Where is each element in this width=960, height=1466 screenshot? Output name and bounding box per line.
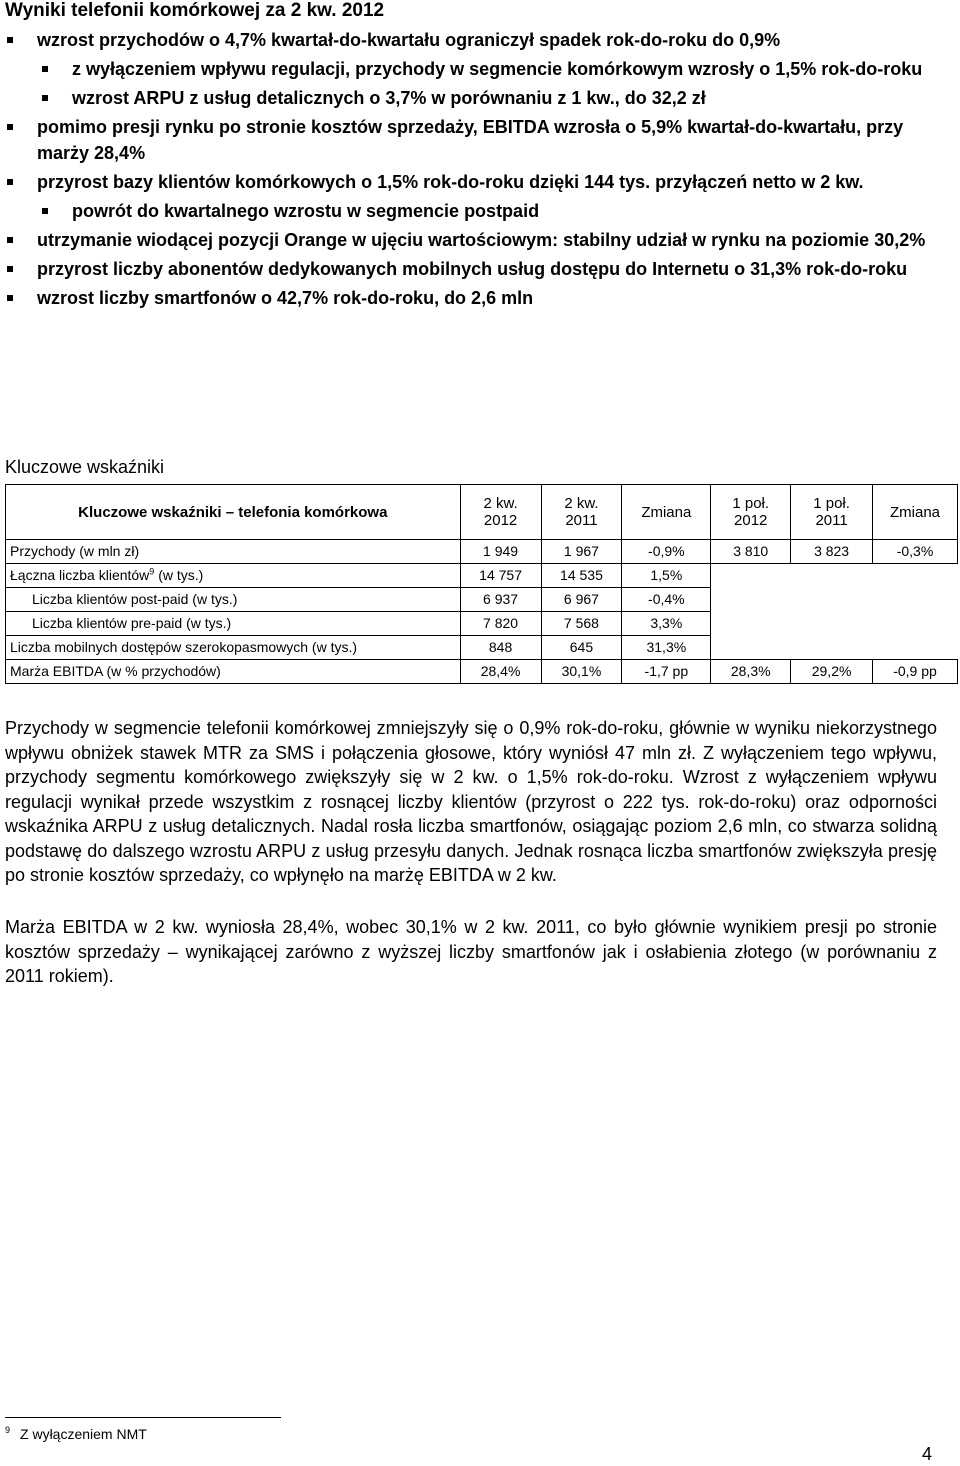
column-header-change-q: Zmiana — [622, 485, 711, 540]
row-label: Marża EBITDA (w % przychodów) — [6, 660, 461, 684]
row-label: Przychody (w mln zł) — [6, 540, 461, 564]
bullet-item — [0, 256, 937, 282]
cell-value: 1 949 — [460, 540, 541, 564]
cell-value: -0,3% — [873, 540, 958, 564]
table-row — [6, 612, 958, 636]
page-title: Wyniki telefonii komórkowej za 2 kw. 2012 — [5, 0, 385, 21]
square-bullet-icon — [7, 124, 13, 130]
footnote — [5, 1426, 147, 1443]
empty-cell — [711, 564, 958, 588]
table-header-row — [6, 485, 958, 540]
row-label: Liczba klientów post-paid (w tys.) — [6, 588, 461, 612]
square-bullet-icon — [7, 237, 13, 243]
bullet-text: z wyłączeniem wpływu regulacji, przychody w segmencie komórkowym wzrosły o 1,5% rok-do-roku — [72, 59, 923, 79]
cell-value: -0,9 pp — [873, 660, 958, 684]
cell-value: 7 568 — [541, 612, 622, 636]
kpi-table — [5, 484, 958, 684]
footnote-number: 9 — [5, 1425, 11, 1436]
cell-value: 1,5% — [622, 564, 711, 588]
bullet-text: przyrost bazy klientów komórkowych o 1,5% rok-do-roku dzięki 144 tys. przyłączeń netto w 2 kw. — [37, 172, 864, 192]
bullet-item — [0, 169, 937, 195]
cell-value: 30,1% — [541, 660, 622, 684]
table-row — [6, 588, 958, 612]
bullet-text: wzrost ARPU z usług detalicznych o 3,7% w porównaniu z 1 kw., do 32,2 zł — [72, 88, 706, 108]
square-bullet-icon — [7, 295, 13, 301]
cell-value: 7 820 — [460, 612, 541, 636]
empty-cell — [711, 588, 958, 612]
sub-bullet-item — [0, 56, 940, 82]
column-header-name: Kluczowe wskaźniki – telefonia komórkowa — [6, 485, 461, 540]
empty-cell — [711, 612, 958, 636]
bullet-text: powrót do kwartalnego wzrostu w segmencie postpaid — [72, 201, 540, 221]
square-bullet-icon — [42, 66, 48, 72]
bullet-text: przyrost liczby abonentów dedykowanych mobilnych usług dostępu do Internetu o 31,3% rok-do-roku — [37, 259, 908, 279]
cell-value: 3 810 — [711, 540, 791, 564]
bullet-text: pomimo presji rynku po stronie kosztów sprzedaży, EBITDA wzrosła o 5,9% kwartał-do-kwartału, przy marży 28,4% — [37, 117, 904, 163]
cell-value: 6 937 — [460, 588, 541, 612]
bullet-item — [0, 27, 937, 53]
body-paragraph: Przychody w segmencie telefonii komórkowej zmniejszyły się o 0,9% rok-do-roku, głównie w wyniku niekorzystnego wpływu obniżek stawek MTR za SMS i połączenia głosowe, który wyniósł 47 mln zł. Z wyłączeniem tego wpływu, przychody segmentu komórkowego zwiększyły się w 2 kw. o 1,5% rok-do-roku. Wzrost z wyłączeniem wpływu regulacji wynikał przede wszystkim z rosnącej liczby klientów (przyrost o 222 tys. rok-do-roku) oraz odporności wskaźnika ARPU z usług detalicznych. Nadal rosła liczba smartfonów, osiągając poziom 2,6 mln, co stwarza solidną podstawę do dalszego wzrostu ARPU z usług przesyłu danych. Jednak rosnąca liczba smartfonów zwiększyła presję po stronie kosztów sprzedaży, co wpłynęło na marżę EBITDA w 2 kw. — [5, 718, 937, 885]
table-row — [6, 636, 958, 660]
square-bullet-icon — [7, 266, 13, 272]
bullet-item — [0, 227, 937, 253]
footnote-text: Z wyłączeniem NMT — [20, 1426, 147, 1442]
column-header-h1-2011: 1 poł. 2011 — [791, 485, 873, 540]
table-row — [6, 660, 958, 684]
cell-value: 6 967 — [541, 588, 622, 612]
cell-value: 28,4% — [460, 660, 541, 684]
cell-value: 31,3% — [622, 636, 711, 660]
cell-value: -0,9% — [622, 540, 711, 564]
cell-value: 848 — [460, 636, 541, 660]
cell-value: 28,3% — [711, 660, 791, 684]
square-bullet-icon — [7, 37, 13, 43]
square-bullet-icon — [42, 208, 48, 214]
body-paragraph: Marża EBITDA w 2 kw. wyniosła 28,4%, wobec 30,1% w 2 kw. 2011, co było głównie wynikiem presji po stronie kosztów sprzedaży – wynikającej zarówno z wyższej liczby smartfonów jak i osłabienia złotego (w porównaniu z 2011 rokiem). — [5, 917, 937, 986]
bullet-item — [0, 114, 937, 166]
cell-value: 645 — [541, 636, 622, 660]
row-label: Liczba klientów pre-paid (w tys.) — [6, 612, 461, 636]
column-header-q2-2011: 2 kw. 2011 — [541, 485, 622, 540]
sub-bullet-item — [0, 85, 940, 111]
bullet-text: utrzymanie wiodącej pozycji Orange w ujęciu wartościowym: stabilny udział w rynku na poziomie 30,2% — [37, 230, 926, 250]
cell-value: -0,4% — [622, 588, 711, 612]
square-bullet-icon — [42, 95, 48, 101]
bullet-item — [0, 285, 937, 311]
cell-value: 3 823 — [791, 540, 873, 564]
empty-cell — [711, 636, 958, 660]
cell-value: 14 757 — [460, 564, 541, 588]
sub-bullet-item — [0, 198, 940, 224]
section-heading: Kluczowe wskaźniki — [5, 457, 165, 477]
bullet-text: wzrost przychodów o 4,7% kwartał-do-kwartału ograniczył spadek rok-do-roku do 0,9% — [37, 30, 781, 50]
cell-value: -1,7 pp — [622, 660, 711, 684]
highlights-list — [0, 27, 960, 314]
cell-value: 3,3% — [622, 612, 711, 636]
table-row — [6, 564, 958, 588]
cell-value: 1 967 — [541, 540, 622, 564]
cell-value: 29,2% — [791, 660, 873, 684]
row-label: Łączna liczba klientów$^9$ (w tys.) — [6, 564, 461, 588]
row-label: Liczba mobilnych dostępów szerokopasmowych (w tys.) — [6, 636, 461, 660]
column-header-q2-2012: 2 kw. 2012 — [460, 485, 541, 540]
footnote-divider — [5, 1417, 281, 1418]
column-header-h1-2012: 1 poł. 2012 — [711, 485, 791, 540]
footnote-ref: 9 — [149, 566, 155, 577]
cell-value: 14 535 — [541, 564, 622, 588]
square-bullet-icon — [7, 179, 13, 185]
column-header-change-h: Zmiana — [873, 485, 958, 540]
page-number: 4 — [921, 1444, 932, 1464]
table-row — [6, 540, 958, 564]
bullet-text: wzrost liczby smartfonów o 42,7% rok-do-roku, do 2,6 mln — [37, 288, 534, 308]
